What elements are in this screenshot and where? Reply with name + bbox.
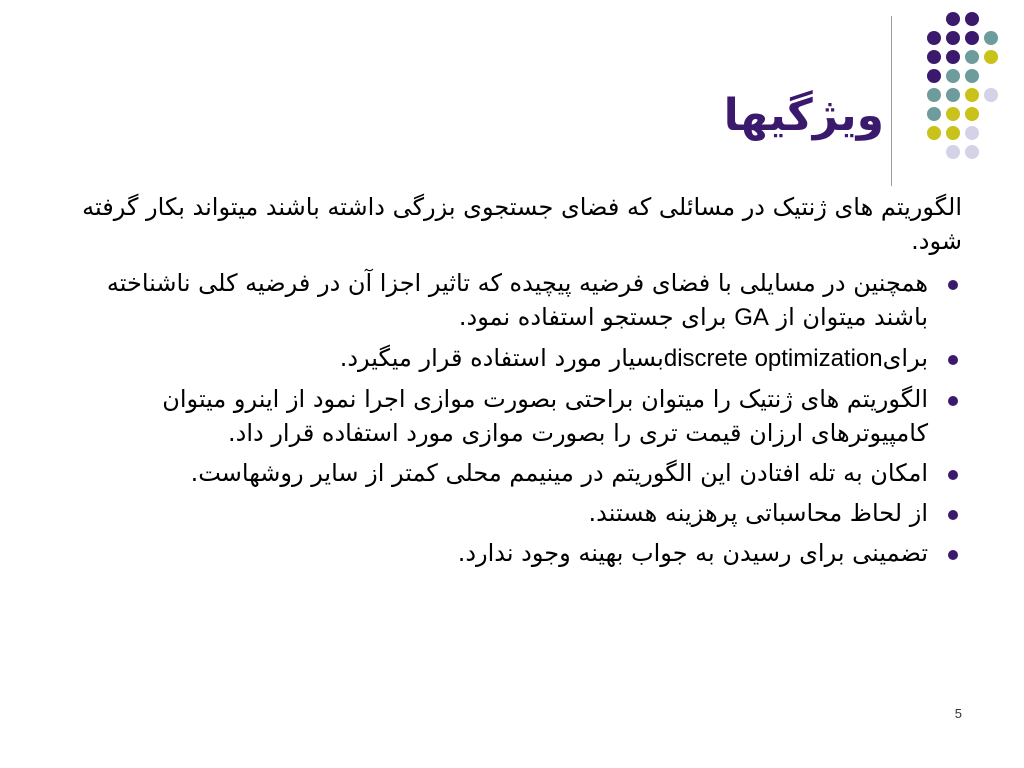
title-divider bbox=[891, 16, 892, 186]
grid-dot bbox=[946, 31, 960, 45]
grid-dot bbox=[946, 12, 960, 26]
page-number: 5 bbox=[954, 706, 962, 721]
bullet-latin-term: GA bbox=[734, 304, 769, 331]
grid-dot bbox=[965, 145, 979, 159]
grid-dot bbox=[965, 31, 979, 45]
grid-dot bbox=[946, 107, 960, 121]
list-item bbox=[70, 382, 962, 450]
grid-dot bbox=[984, 50, 998, 64]
bullet-dot-icon bbox=[948, 396, 958, 406]
bullet-dot-icon bbox=[948, 470, 958, 480]
grid-dot bbox=[946, 50, 960, 64]
bullet-text-end: برای جستجو استفاده نمود. bbox=[458, 303, 735, 331]
grid-dot bbox=[984, 88, 998, 102]
grid-dot bbox=[927, 88, 941, 102]
grid-dot bbox=[965, 50, 979, 64]
bullet-text: از لحاظ محاسباتی پرهزینه هستند. bbox=[588, 499, 928, 527]
grid-dot bbox=[927, 126, 941, 140]
grid-dot bbox=[965, 107, 979, 121]
grid-dot bbox=[927, 69, 941, 83]
bullet-text: الگوریتم های ژنتیک را میتوان براحتی بصورت موازی اجرا نمود از اینرو میتوان کامپیوترهای ارزان قیمت تری را بصورت موازی مورد استفاده قرار داد. bbox=[162, 385, 928, 447]
grid-dot bbox=[984, 31, 998, 45]
list-item bbox=[70, 536, 962, 570]
grid-dot bbox=[927, 31, 941, 45]
bullet-text: برای bbox=[882, 344, 928, 372]
bullet-text-end: بسیار مورد استفاده قرار میگیرد. bbox=[339, 344, 664, 372]
slide-title: ویژگیها bbox=[723, 90, 884, 141]
grid-dot bbox=[965, 12, 979, 26]
grid-dot bbox=[946, 126, 960, 140]
intro-paragraph: الگوریتم های ژنتیک در مسائلی که فضای جستجوی بزرگی داشته باشند میتواند بکار گرفته شود. bbox=[82, 193, 962, 255]
bullet-text: همچنین در مسایلی با فضای فرضیه پیچیده که تاثیر اجزا آن در فرضیه کلی ناشناخته باشند میتوان از bbox=[106, 269, 928, 331]
bullet-dot-icon bbox=[948, 280, 958, 290]
bullet-text: امکان به تله افتادن این الگوریتم در مینیمم محلی کمتر از سایر روشهاست. bbox=[190, 459, 928, 487]
bullet-dot-icon bbox=[948, 510, 958, 520]
list-item bbox=[70, 341, 962, 376]
list-item bbox=[70, 456, 962, 490]
grid-dot bbox=[965, 126, 979, 140]
list-item bbox=[70, 496, 962, 530]
grid-dot bbox=[927, 50, 941, 64]
grid-dot bbox=[965, 88, 979, 102]
dot-grid-icon bbox=[908, 12, 1008, 172]
bullet-text: تضمینی برای رسیدن به جواب بهینه وجود ندارد. bbox=[457, 539, 928, 567]
list-item bbox=[70, 266, 962, 335]
grid-dot bbox=[927, 107, 941, 121]
bullet-latin-term: discrete optimization bbox=[663, 345, 883, 372]
grid-dot bbox=[946, 88, 960, 102]
bullet-dot-icon bbox=[948, 355, 958, 365]
bullet-list bbox=[70, 266, 962, 570]
slide-content bbox=[70, 190, 962, 576]
grid-dot bbox=[965, 69, 979, 83]
grid-dot bbox=[946, 69, 960, 83]
grid-dot bbox=[946, 145, 960, 159]
bullet-dot-icon bbox=[948, 550, 958, 560]
